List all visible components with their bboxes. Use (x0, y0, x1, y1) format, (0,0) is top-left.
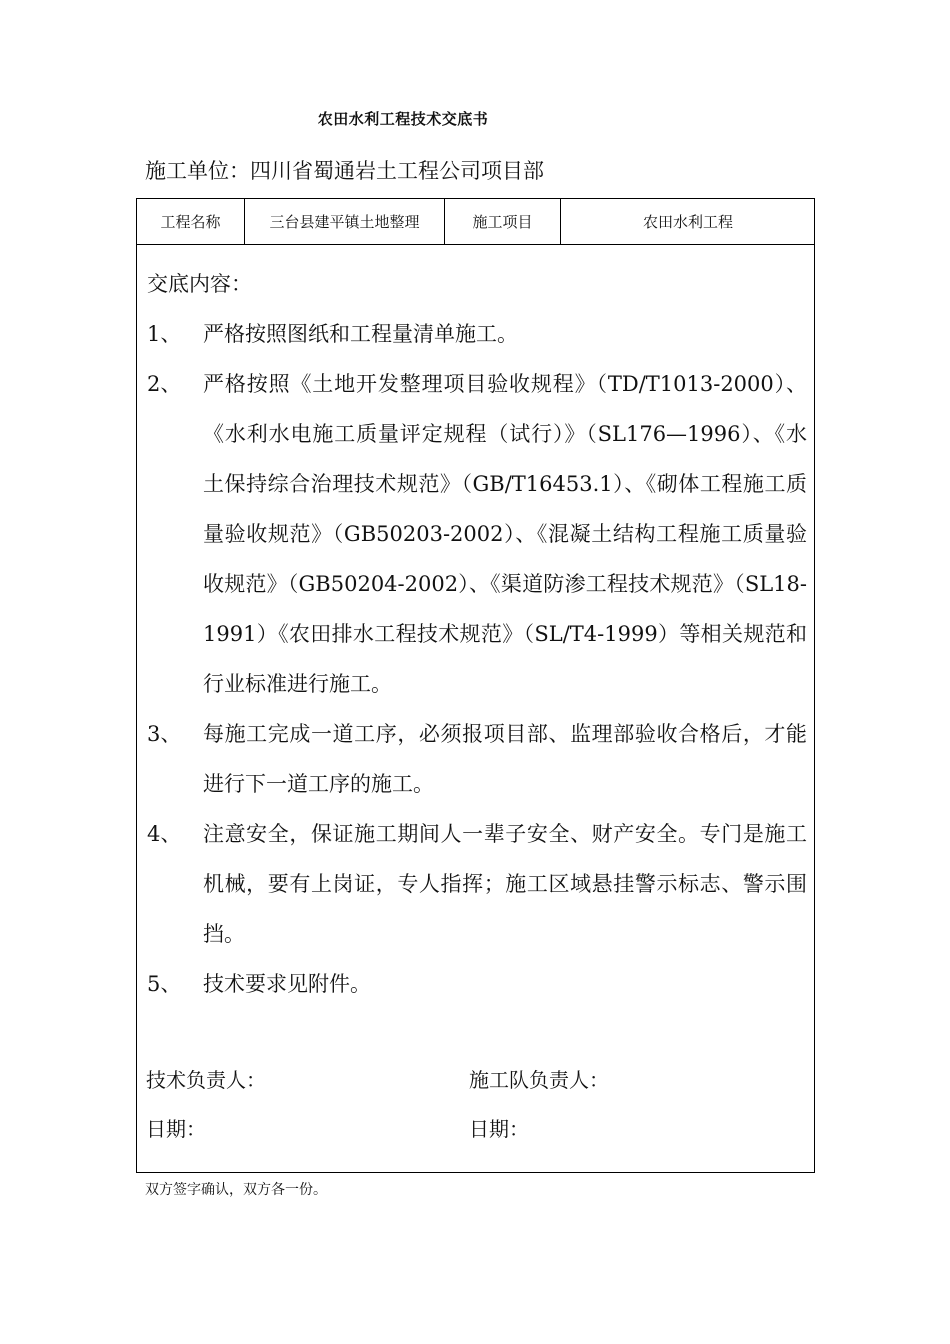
document-title: 农田水利工程技术交底书 (317, 110, 489, 128)
list-item (147, 959, 812, 1009)
item-number: 5、 (147, 972, 182, 996)
construction-unit: 施工单位：四川省蜀通岩土工程公司项目部 (145, 159, 544, 183)
list-item (147, 709, 812, 809)
date-left-label: 日期： (146, 1117, 206, 1141)
disclosure-table (136, 198, 815, 1173)
project-name-label: 工程名称 (137, 199, 245, 244)
item-text: 严格按照图纸和工程量清单施工。 (203, 322, 518, 346)
content-heading: 交底内容： (147, 272, 252, 296)
project-name-value: 三台县建平镇土地整理 (245, 199, 445, 244)
date-right-label: 日期： (469, 1117, 529, 1141)
item-number: 4、 (147, 822, 182, 846)
construction-item-value: 农田水利工程 (642, 213, 733, 231)
list-item (147, 809, 812, 959)
item-number: 3、 (147, 722, 182, 746)
disclosure-content (147, 259, 812, 1009)
item-text: 技术要求见附件。 (203, 972, 371, 996)
footnote: 双方签字确认，双方各一份。 (145, 1182, 327, 1198)
list-item (147, 309, 812, 359)
item-number: 2、 (147, 372, 182, 396)
team-lead-signature-label: 施工队负责人： (469, 1068, 609, 1092)
item-number: 1、 (147, 322, 182, 346)
tech-lead-signature-label: 技术负责人： (146, 1068, 266, 1092)
construction-item-label: 施工项目 (445, 199, 561, 244)
item-text: 注意安全，保证施工期间人一辈子安全、财产安全。专门是施工机械，要有上岗证，专人指挥；施工区域悬挂警示标志、警示围挡。 (203, 822, 807, 946)
item-text: 每施工完成一道工序，必须报项目部、监理部验收合格后，才能进行下一道工序的施工。 (203, 722, 807, 796)
item-text: 严格按照《土地开发整理项目验收规程》（TD/T1013-2000）、《水利水电施工质量评定规程（试行）》（SL176—1996）、《水土保持综合治理技术规范》（GB/T16453.1）、《砌体工程施工质量验收规范》（GB50203-2002）、《混凝土结构工程施工质量验收规范》（GB50204-2002）、《渠道防渗工程技术规范》（SL18-1991）《农田排水工程技术规范》（SL/T4-1999）等相关规范和行业标准进行施工。 (203, 372, 807, 696)
table-header-row (137, 199, 814, 245)
list-item (147, 359, 812, 709)
